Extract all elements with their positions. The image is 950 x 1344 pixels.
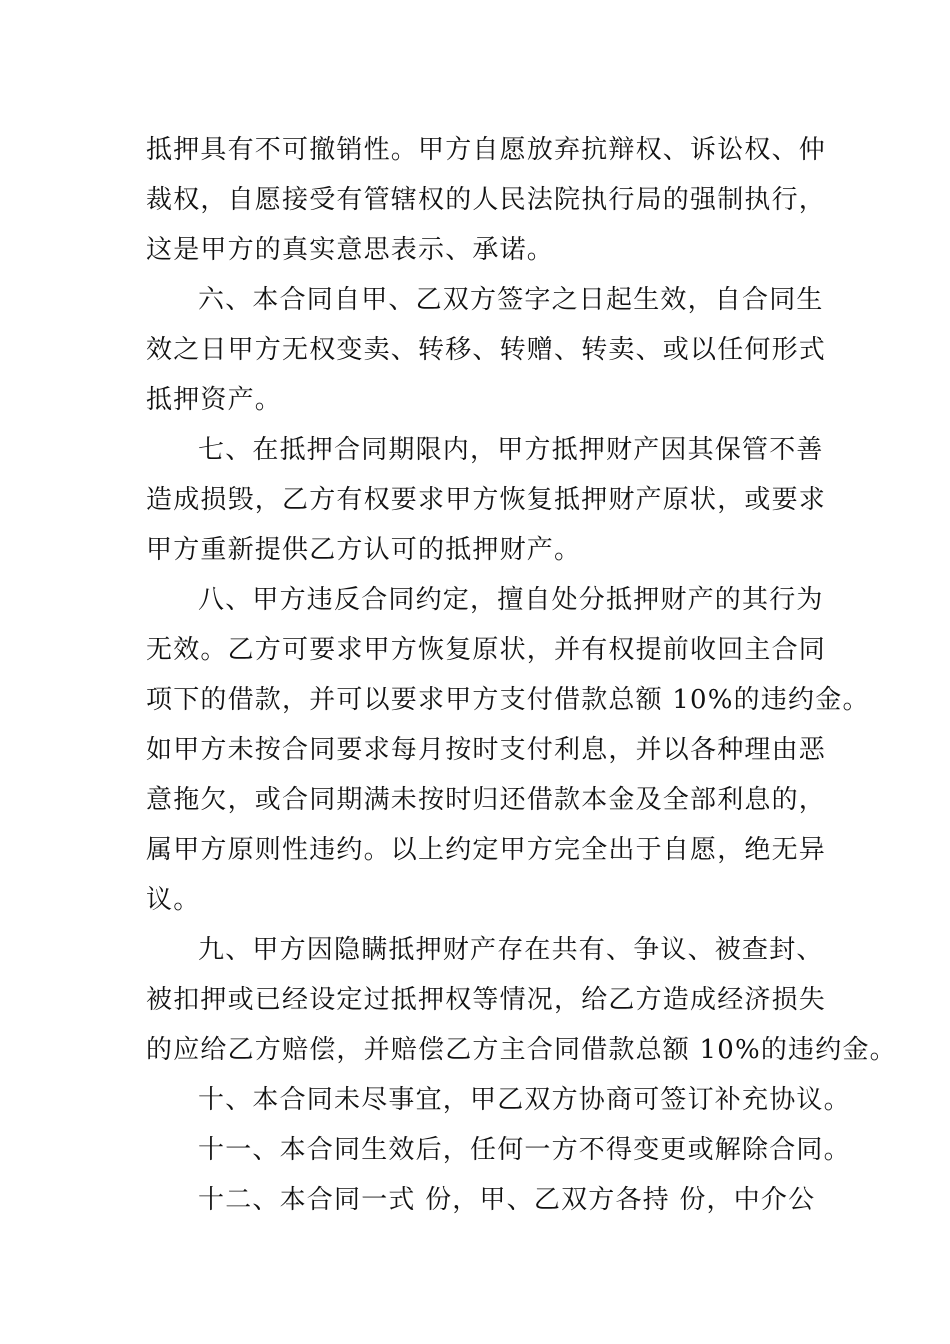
clause-8-line: 八、甲方违反合同约定，擅自处分抵押财产的其行为	[198, 585, 824, 615]
text-line: 裁权，自愿接受有管辖权的人民法院执行局的强制执行，	[146, 185, 827, 215]
text-line: 效之日甲方无权变卖、转移、转赠、转卖、或以任何形式	[146, 335, 827, 365]
text-line: 抵押资产。	[146, 385, 283, 415]
text-line: 这是甲方的真实意思表示、承诺。	[146, 235, 555, 265]
clause-7-line: 七、在抵押合同期限内，甲方抵押财产因其保管不善	[198, 435, 824, 465]
clause-9-line: 九、甲方因隐瞒抵押财产存在共有、争议、被查封、	[198, 935, 824, 965]
text-line: 被扣押或已经设定过抵押权等情况，给乙方造成经济损失	[146, 985, 827, 1015]
text-line: 意拖欠，或合同期满未按时归还借款本金及全部利息的，	[146, 785, 827, 815]
clause-6-line: 六、本合同自甲、乙双方签字之日起生效，自合同生	[198, 285, 824, 315]
text-line: 议。	[146, 885, 201, 915]
text-line: 项下的借款，并可以要求甲方支付借款总额 10%的违约金。	[146, 685, 870, 715]
clause-10-line: 十、本合同未尽事宜，甲乙双方协商可签订补充协议。	[198, 1085, 851, 1115]
text-line: 造成损毁，乙方有权要求甲方恢复抵押财产原状，或要求	[146, 485, 827, 515]
clause-11-line: 十一、本合同生效后，任何一方不得变更或解除合同。	[198, 1135, 851, 1165]
text-line: 的应给乙方赔偿，并赔偿乙方主合同借款总额 10%的违约金。	[146, 1035, 897, 1065]
text-line: 无效。乙方可要求甲方恢复原状，并有权提前收回主合同	[146, 635, 827, 665]
text-line: 如甲方未按合同要求每月按时支付利息，并以各种理由恶	[146, 735, 827, 765]
text-line: 甲方重新提供乙方认可的抵押财产。	[146, 535, 582, 565]
text-line: 抵押具有不可撤销性。甲方自愿放弃抗辩权、诉讼权、仲	[146, 135, 827, 165]
clause-12-line: 十二、本合同一式 份，甲、乙双方各持 份，中介公	[198, 1185, 816, 1215]
text-line: 属甲方原则性违约。以上约定甲方完全出于自愿，绝无异	[146, 835, 827, 865]
